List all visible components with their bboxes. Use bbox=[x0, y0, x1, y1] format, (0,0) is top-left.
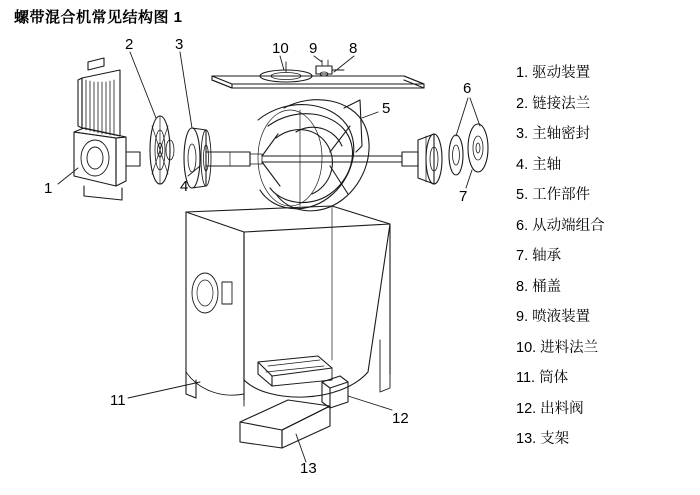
legend-item-8: 8. 桶盖 bbox=[516, 278, 562, 295]
callout-3: 3 bbox=[175, 36, 184, 53]
support-frame-part bbox=[240, 400, 330, 448]
vessel-body-part bbox=[186, 206, 390, 406]
driven-end-assembly-part bbox=[418, 134, 442, 184]
bearing-part bbox=[449, 124, 488, 175]
main-shaft-part bbox=[206, 152, 418, 166]
legend-item-6: 6. 从动端组合 bbox=[516, 217, 605, 234]
callout-13: 13 bbox=[300, 460, 317, 477]
legend-item-3: 3. 主轴密封 bbox=[516, 126, 591, 142]
ribbon-agitator-part bbox=[258, 100, 369, 211]
callout-2: 2 bbox=[125, 36, 134, 53]
legend-item-13: 13. 支架 bbox=[516, 431, 570, 447]
callout-9: 9 bbox=[309, 40, 318, 57]
lid-part bbox=[212, 76, 424, 88]
coupling-flange-part bbox=[150, 116, 174, 184]
legend-item-5: 5. 工作部件 bbox=[516, 187, 591, 203]
discharge-valve-part bbox=[258, 356, 348, 408]
legend-item-9: 9. 喷液装置 bbox=[516, 309, 591, 325]
callout-10: 10 bbox=[272, 40, 289, 57]
callout-5: 5 bbox=[382, 100, 391, 117]
legend-item-1: 1. 驱动装置 bbox=[516, 65, 591, 81]
callout-8: 8 bbox=[349, 40, 358, 57]
feed-flange-part bbox=[260, 62, 312, 82]
legend-item-4: 4. 主轴 bbox=[516, 156, 562, 173]
legend-item-10: 10. 进料法兰 bbox=[516, 339, 599, 356]
callout-7: 7 bbox=[459, 188, 468, 205]
spray-device-part bbox=[316, 60, 344, 76]
drive-unit-part bbox=[74, 58, 140, 200]
legend-item-11: 11. 筒体 bbox=[516, 370, 569, 386]
callout-1: 1 bbox=[44, 180, 53, 197]
legend-item-2: 2. 链接法兰 bbox=[516, 95, 591, 112]
legend-item-7: 7. 轴承 bbox=[516, 248, 562, 264]
legend-item-12: 12. 出料阀 bbox=[516, 400, 584, 417]
page-title: 螺带混合机常见结构图 1 bbox=[14, 9, 183, 26]
callout-4: 4 bbox=[180, 178, 189, 195]
legend-list bbox=[516, 58, 696, 455]
callout-12: 12 bbox=[392, 410, 409, 427]
callout-6: 6 bbox=[463, 80, 472, 97]
callout-11: 11 bbox=[110, 392, 126, 409]
